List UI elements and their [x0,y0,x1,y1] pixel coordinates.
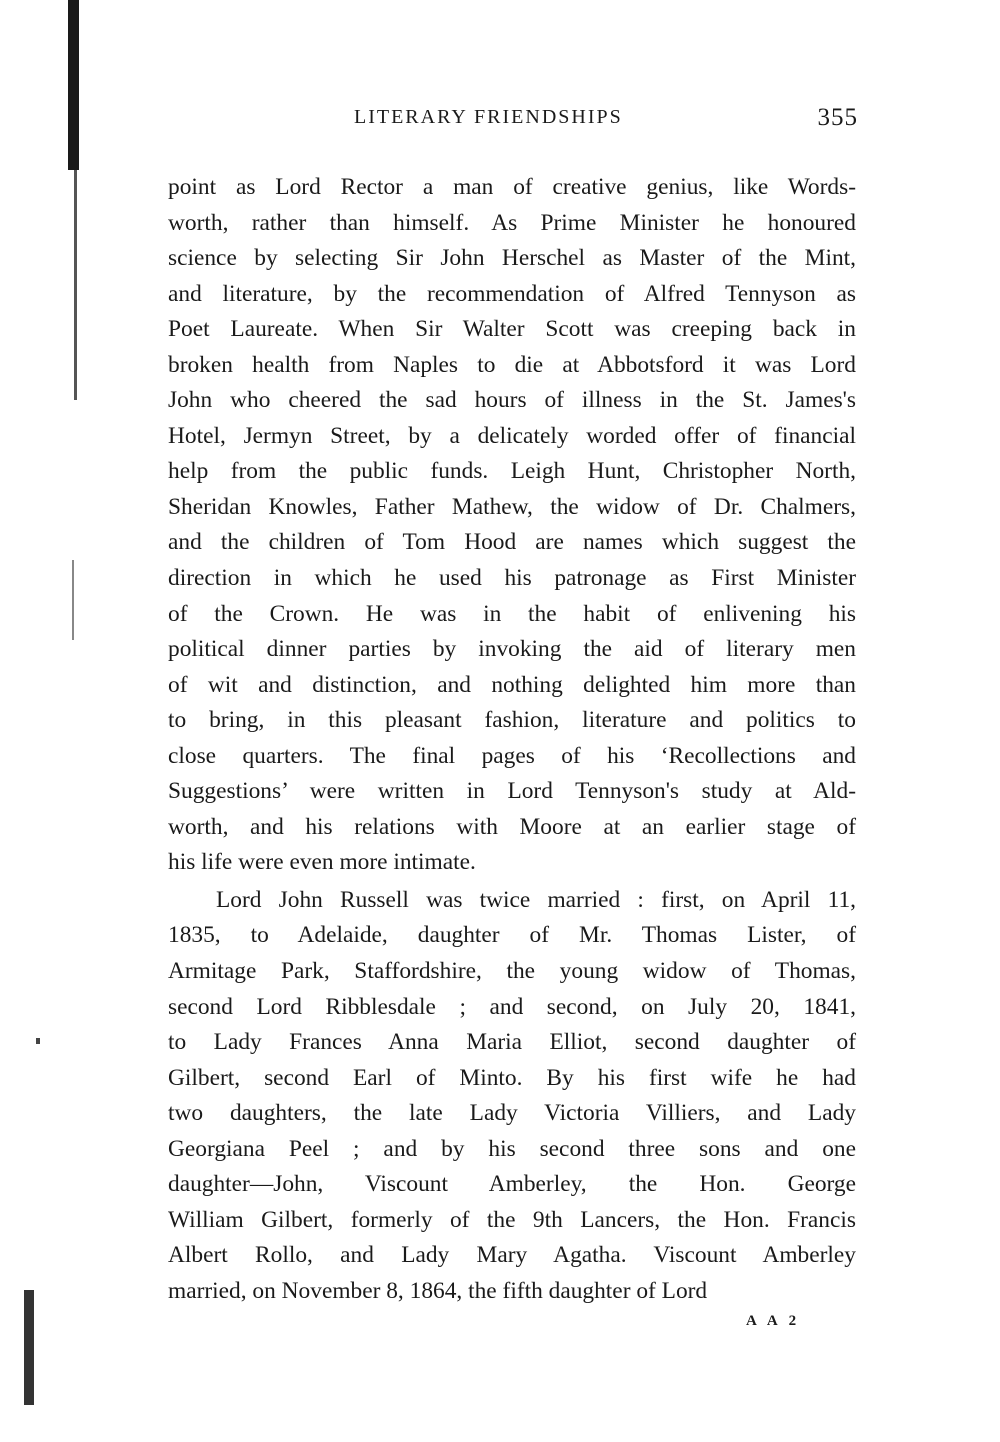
text-line: Hotel, Jermyn Street, by a delicately worded offer of financial [168,422,856,449]
scan-binding-shadow [0,0,90,1442]
text-line: and literature, by the recommendation of Alfred Tennyson as [168,280,856,307]
text-line: to bring, in this pleasant fashion, literature and politics to [168,707,856,734]
text-line: Suggestions’ were written in Lord Tennyson's study at Ald- [168,778,856,805]
text-line: close quarters. The final pages of his ‘Recollections and [168,742,856,769]
text-line: Sheridan Knowles, Father Mathew, the widow of Dr. Chalmers, [168,493,856,520]
text-line: William Gilbert, formerly of the 9th Lancers, the Hon. Francis [168,1206,856,1233]
text-line: Albert Rollo, and Lady Mary Agatha. Viscount Amberley [168,1242,856,1269]
text-line: married, on November 8, 1864, the fifth daughter of Lord [168,1277,708,1304]
text-line: second Lord Ribblesdale ; and second, on July 20, 1841, [168,993,856,1020]
text-line: help from the public funds. Leigh Hunt, Christopher North, [168,458,856,485]
text-line: point as Lord Rector a man of creative genius, like Words- [168,174,856,200]
text-line: daughter—John, Viscount Amberley, the Hon. George [168,1171,856,1198]
text-line: 1835, to Adelaide, daughter of Mr. Thomas Lister, of [168,922,856,949]
paragraph [168,883,856,1310]
text-line: to Lady Frances Anna Maria Elliot, second daughter of [168,1029,856,1056]
text-line: worth, rather than himself. As Prime Minister he honoured [168,209,856,236]
text-line: broken health from Naples to die at Abbotsford it was Lord [168,351,856,378]
running-head: LITERARY FRIENDSHIPS [354,106,623,128]
text-line: Georgiana Peel ; and by his second three sons and one [168,1135,856,1162]
text-line: worth, and his relations with Moore at an earlier stage of [168,813,856,840]
text-line: two daughters, the late Lady Victoria Villiers, and Lady [168,1100,856,1127]
text-line: science by selecting Sir John Herschel as Master of the Mint, [168,245,856,272]
page-number: 355 [817,104,858,131]
text-line: John who cheered the sad hours of illness in the St. James's [168,387,856,414]
text-line: Armitage Park, Staffordshire, the young widow of Thomas, [168,958,856,985]
page-header [168,106,858,146]
text-line: Lord John Russell was twice married : first, on April 11, [216,886,856,913]
text-line: political dinner parties by invoking the aid of literary men [168,636,856,663]
signature-mark: A A 2 [746,1313,801,1329]
text-line: his life were even more intimate. [168,849,476,876]
text-line: direction in which he used his patronage as First Minister [168,565,856,592]
paragraph [168,170,856,881]
text-line: Poet Laureate. When Sir Walter Scott was creeping back in [168,316,856,343]
text-line: and the children of Tom Hood are names which suggest the [168,529,856,556]
body-text [168,170,856,1310]
text-line: of the Crown. He was in the habit of enlivening his [168,600,856,627]
text-line: of wit and distinction, and nothing delighted him more than [168,671,856,698]
text-line: Gilbert, second Earl of Minto. By his first wife he had [168,1064,856,1091]
